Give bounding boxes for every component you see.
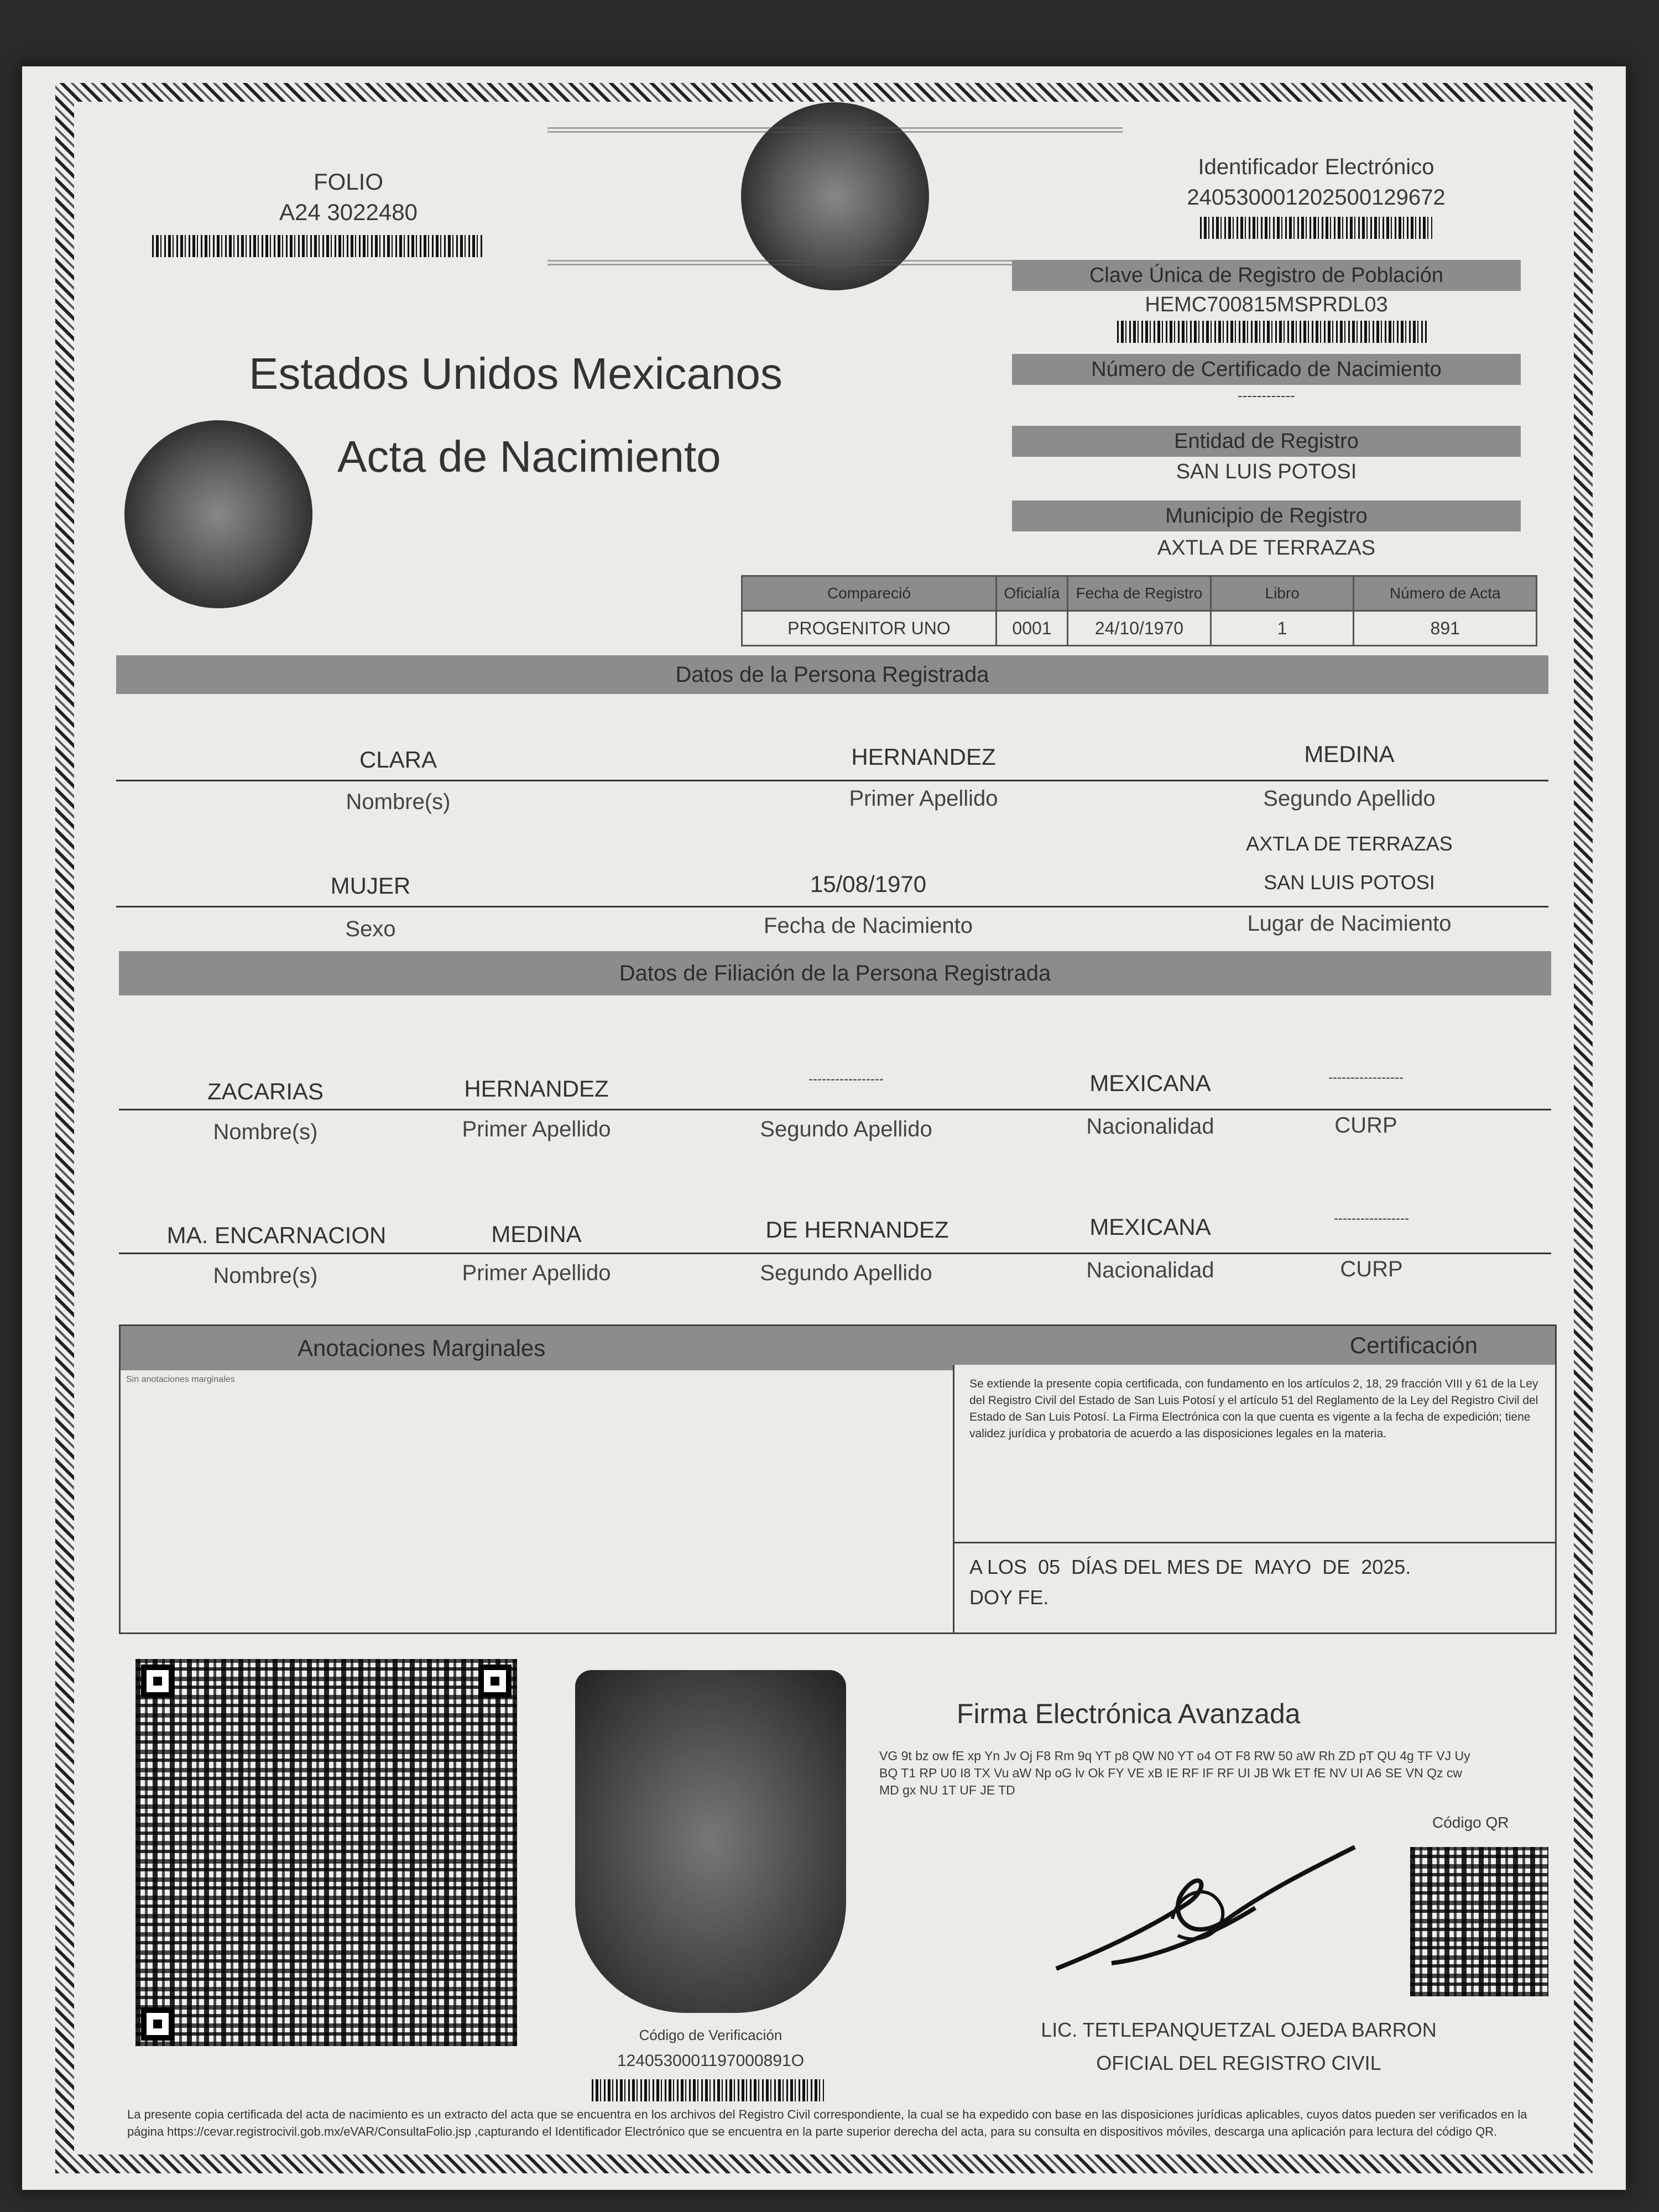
municipio-label: Municipio de Registro: [1012, 500, 1521, 531]
identificador-label: Identificador Electrónico: [1198, 155, 1434, 179]
padre-nacionalidad: MEXICANA: [1089, 1070, 1211, 1096]
registro-header: Número de Acta: [1354, 576, 1537, 611]
registro-cell: 891: [1354, 611, 1537, 646]
qr-label: Código QR: [1432, 1814, 1509, 1831]
oficial-name: LIC. TETLEPANQUETZAL OJEDA BARRON: [1041, 2018, 1437, 2041]
registro-cell: PROGENITOR UNO: [742, 611, 997, 646]
madre-primer-apellido: MEDINA: [491, 1221, 582, 1247]
madre-nacionalidad: MEXICANA: [1089, 1214, 1211, 1240]
registro-header: Oficialía: [996, 576, 1067, 611]
persona-primer-apellido-label: Primer Apellido: [849, 786, 998, 811]
qr-finder-icon: [141, 2007, 174, 2041]
state-emblem-icon: [124, 420, 312, 608]
certificacion-text: Se extiende la presente copia certificada, con fundamento en los artículos 2, 18, 29 fracción VIII y 61 de la Ley del Registro Civil del Estado de San Luis Potosí y el artículo 51 del Reglamento de la Ley del Registro Civil del Estado de San Luis Potosí. La Firma Electrónica con la que cuenta es vigente a la fecha de expedición; tiene validez jurídica y probatoria de acuerdo a las disposiciones legales en la materia.: [969, 1378, 1538, 1440]
registro-table: [741, 575, 1537, 646]
certificacion-fecha: A LOS 05 DÍAS DEL MES DE MAYO DE 2025.: [969, 1556, 1411, 1578]
certificado-value: ------------: [1238, 387, 1295, 404]
persona-lugar-line1: AXTLA DE TERRAZAS: [1246, 832, 1453, 855]
divider-line: [116, 780, 1548, 781]
madre-curp: -----------------: [1334, 1211, 1409, 1226]
firma-title: Firma Electrónica Avanzada: [957, 1698, 1301, 1729]
padre-curp-label: CURP: [1334, 1113, 1397, 1138]
anotaciones-title: Anotaciones Marginales: [121, 1326, 953, 1370]
padre-nacionalidad-label: Nacionalidad: [1086, 1114, 1214, 1139]
divider-line: [119, 1109, 1551, 1110]
firma-qr-code: [1410, 1847, 1548, 1996]
certificacion-title: Certificación: [953, 1326, 1555, 1365]
padre-nombre: ZACARIAS: [207, 1078, 324, 1104]
madre-nacionalidad-label: Nacionalidad: [1086, 1258, 1214, 1282]
padre-primer-apellido: HERNANDEZ: [464, 1076, 609, 1102]
anotaciones-body: Sin anotaciones marginales: [126, 1375, 235, 1384]
madre-curp-label: CURP: [1340, 1257, 1403, 1281]
folio-barcode: [152, 235, 484, 257]
persona-nombre-value: CLARA: [359, 747, 437, 773]
qr-finder-icon: [478, 1665, 512, 1698]
curp-label: Clave Única de Registro de Población: [1012, 260, 1521, 291]
identificador-barcode: [1200, 217, 1432, 239]
registro-header: Compareció: [742, 576, 997, 611]
folio-label: FOLIO: [313, 169, 384, 195]
registro-cell: 0001: [996, 611, 1067, 646]
filiacion-section-title: Datos de Filiación de la Persona Registrada: [119, 951, 1551, 995]
registro-cell: 1: [1211, 611, 1354, 646]
persona-fecha-label: Fecha de Nacimiento: [764, 914, 973, 938]
padre-segundo-apellido-label: Segundo Apellido: [760, 1117, 932, 1141]
folio-number: A24 3022480: [279, 199, 418, 225]
entidad-label: Entidad de Registro: [1012, 426, 1521, 457]
persona-lugar-line2: SAN LUIS POTOSI: [1264, 871, 1435, 894]
ornamental-frame: [547, 127, 1123, 265]
persona-sexo-value: MUJER: [330, 873, 411, 899]
persona-segundo-apellido-label: Segundo Apellido: [1263, 786, 1436, 811]
curp-barcode: [1117, 321, 1427, 343]
persona-section-title: Datos de la Persona Registrada: [116, 655, 1548, 694]
entidad-value: SAN LUIS POTOSI: [1176, 460, 1357, 483]
certificacion-doy-fe: DOY FE.: [969, 1586, 1049, 1609]
registro-header: Libro: [1211, 576, 1354, 611]
oficial-title: OFICIAL DEL REGISTRO CIVIL: [1096, 2052, 1381, 2074]
san-luis-potosi-emblem-icon: [575, 1670, 846, 2013]
signature-icon: [1045, 1836, 1377, 2002]
verification-qr-code: [135, 1659, 517, 2046]
anotaciones-panel: [121, 1326, 954, 1632]
verificacion-value: 1240530001197000891O: [617, 2052, 805, 2070]
registro-cell: 24/10/1970: [1068, 611, 1211, 646]
footer-text: La presente copia certificada del acta de nacimiento es un extracto del acta que se encuentra en los archivos del Registro Civil correspondiente, la cual se ha expedido con base en las disposiciones jurídicas aplicables, cuyos datos pueden ser verificados en la página https://cevar.registrocivil.gob.mx/eVAR/ConsultaFolio.jsp ,capturando el Identificador Electrónico que se encuentra en la parte superior derecha del acta, para su consulta en dispositivos móviles, descarga una aplicación para lectura del código QR.: [127, 2107, 1527, 2138]
verificacion-label: Código de Verificación: [639, 2027, 782, 2043]
registro-header: Fecha de Registro: [1068, 576, 1211, 611]
madre-segundo-apellido-label: Segundo Apellido: [760, 1261, 932, 1285]
identificador-value: 240530001202500129672: [1187, 185, 1446, 210]
divider-line: [116, 906, 1548, 907]
country-title: Estados Unidos Mexicanos: [249, 349, 782, 398]
certificacion-panel: [953, 1326, 1555, 1632]
madre-nombre-label: Nombre(s): [213, 1264, 318, 1288]
padre-nombre-label: Nombre(s): [213, 1120, 318, 1144]
persona-primer-apellido-value: HERNANDEZ: [851, 744, 996, 770]
qr-finder-icon: [141, 1665, 174, 1698]
padre-curp: -----------------: [1328, 1070, 1404, 1085]
persona-lugar-label: Lugar de Nacimiento: [1247, 911, 1452, 936]
madre-primer-apellido-label: Primer Apellido: [462, 1261, 611, 1285]
madre-segundo-apellido: DE HERNANDEZ: [765, 1217, 949, 1243]
persona-nombre-label: Nombre(s): [346, 790, 451, 814]
municipio-value: AXTLA DE TERRAZAS: [1157, 536, 1376, 560]
persona-sexo-label: Sexo: [345, 917, 396, 941]
padre-primer-apellido-label: Primer Apellido: [462, 1117, 611, 1141]
curp-value: HEMC700815MSPRDL03: [1145, 293, 1388, 316]
anotaciones-certificacion-box: [119, 1324, 1557, 1634]
divider-line: [953, 1542, 1555, 1543]
padre-segundo-apellido: -----------------: [808, 1072, 884, 1087]
persona-segundo-apellido-value: MEDINA: [1304, 741, 1395, 767]
madre-nombre: MA. ENCARNACION: [166, 1222, 387, 1248]
verificacion-barcode: [592, 2079, 824, 2101]
certificate-paper: [22, 66, 1626, 2190]
firma-hash: VG 9t bz ow fE xp Yn Jv Oj F8 Rm 9q YT p8 QW N0 YT o4 OT F8 RW 50 aW Rh ZD pT QU 4g TF VJ Uy BQ T1 RP U0 I8 TX Vu aW Np oG lv Ok FY VE xB IE RF IF RF UI JB Wk ET fE NV UI A6 SE VN Qz cw MD gx NU 1T UF JE TD: [879, 1749, 1470, 1797]
certificado-label: Número de Certificado de Nacimiento: [1012, 354, 1521, 385]
persona-fecha-value: 15/08/1970: [810, 871, 927, 897]
divider-line: [119, 1253, 1551, 1254]
document-title: Acta de Nacimiento: [337, 432, 721, 481]
